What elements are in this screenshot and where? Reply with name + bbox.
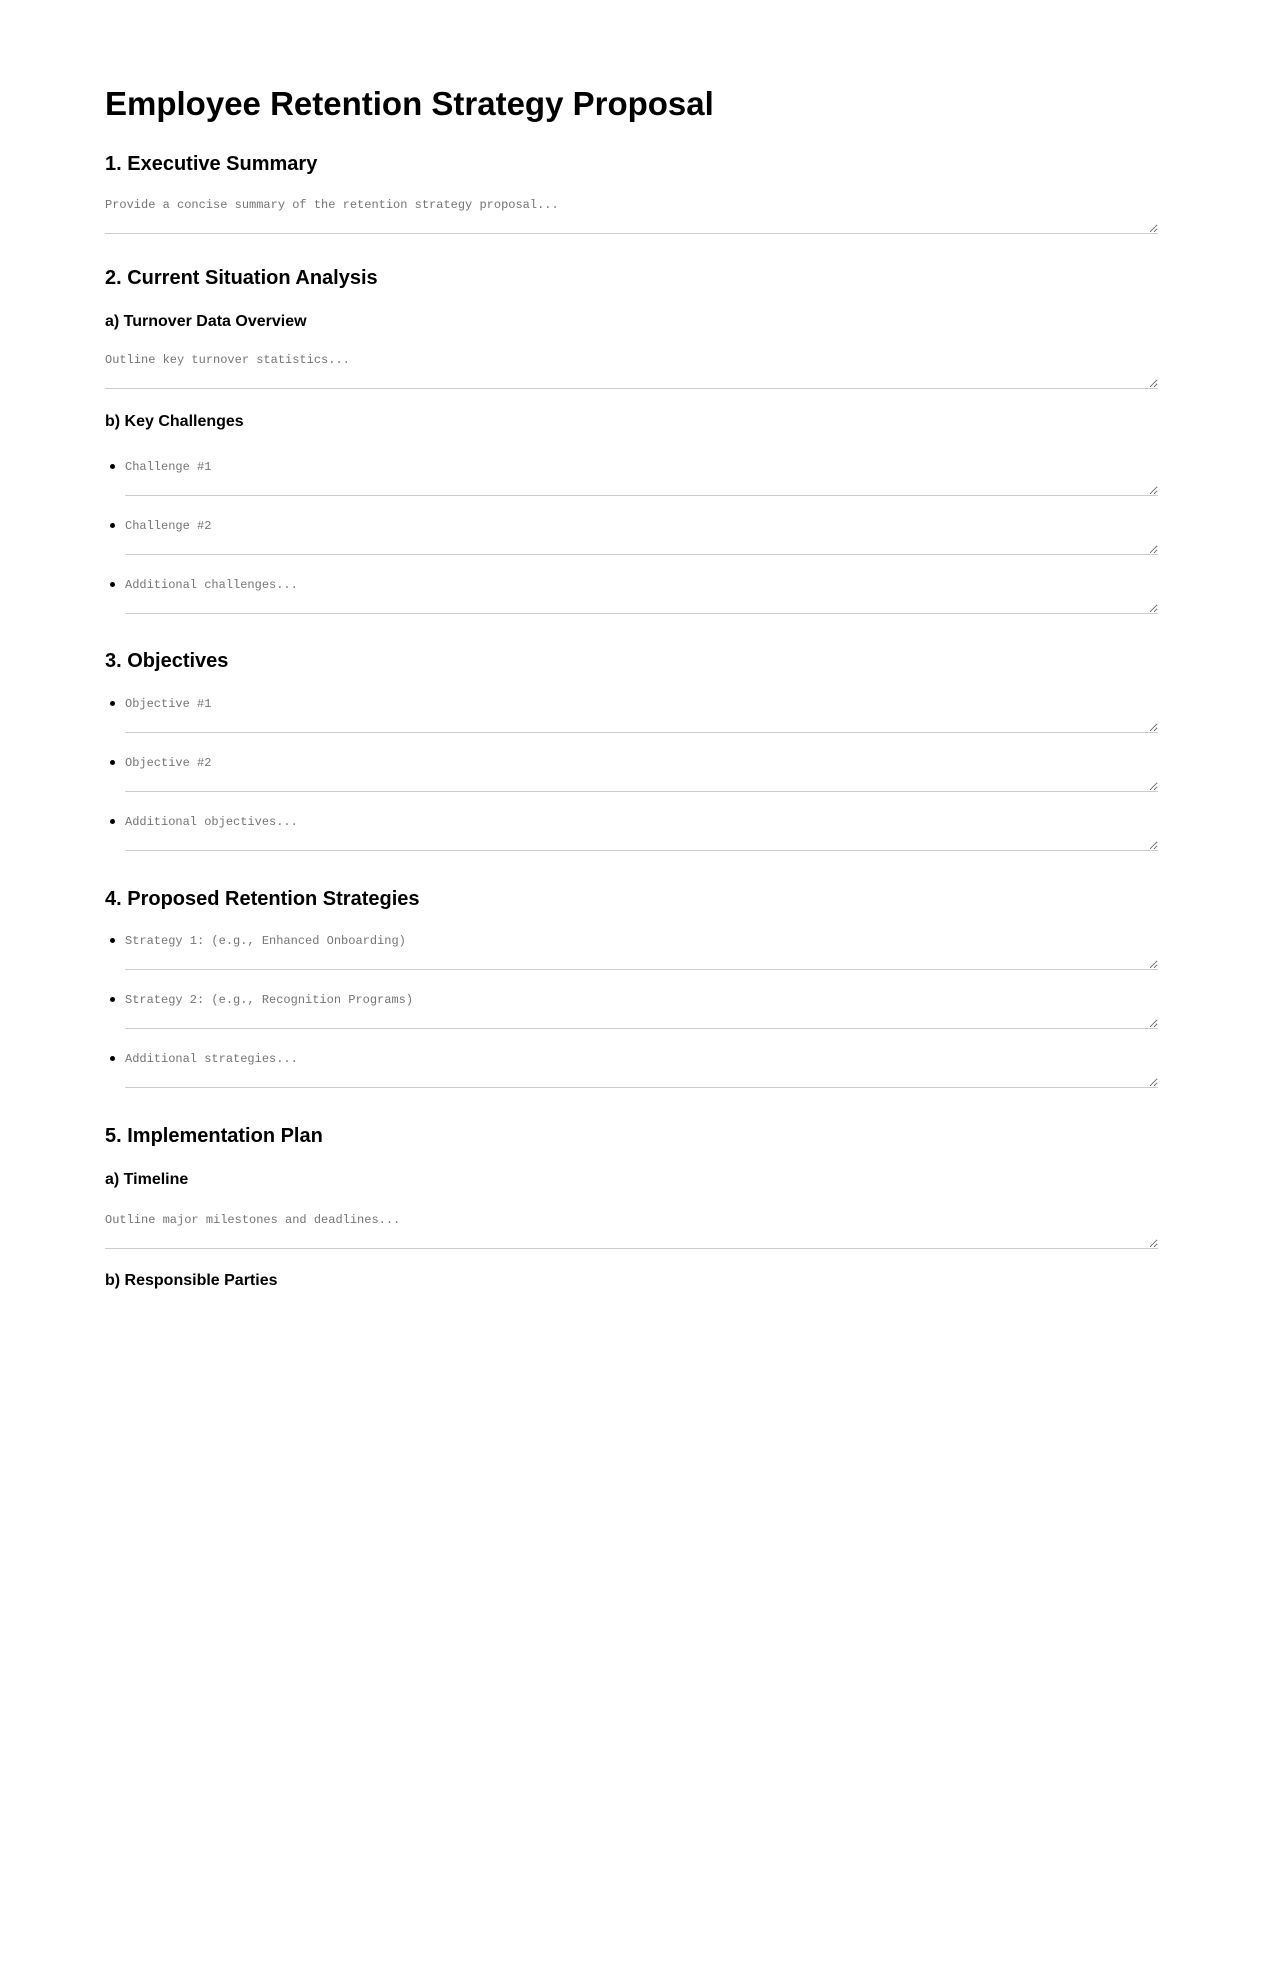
subheading-key-challenges: b) Key Challenges <box>105 413 244 430</box>
list-item <box>105 1043 1158 1088</box>
section-objectives <box>105 648 1158 851</box>
section-heading-current-situation: 2. Current Situation Analysis <box>105 267 378 289</box>
section-implementation-plan <box>105 1123 1158 1291</box>
objective-2-input[interactable] <box>125 747 1158 792</box>
additional-strategies-input[interactable] <box>125 1043 1158 1088</box>
list-item <box>105 925 1158 970</box>
list-item <box>105 688 1158 733</box>
strategy-1-input[interactable] <box>125 925 1158 970</box>
section-heading-implementation-plan: 5. Implementation Plan <box>105 1125 323 1147</box>
bullet-icon <box>110 582 115 587</box>
section-retention-strategies <box>105 886 1158 1088</box>
objective-1-input[interactable] <box>125 688 1158 733</box>
bullet-icon <box>110 819 115 824</box>
executive-summary-input[interactable] <box>105 189 1158 234</box>
document-title: Employee Retention Strategy Proposal <box>105 85 714 122</box>
section-current-situation <box>105 265 1158 614</box>
bullet-icon <box>110 760 115 765</box>
subheading-timeline: a) Timeline <box>105 1171 189 1188</box>
timeline-input[interactable] <box>105 1204 1158 1249</box>
bullet-icon <box>110 997 115 1002</box>
bullet-icon <box>110 1056 115 1061</box>
challenges-list <box>105 451 1158 614</box>
additional-challenges-input[interactable] <box>125 569 1158 614</box>
section-heading-objectives: 3. Objectives <box>105 650 229 672</box>
list-item <box>105 451 1158 496</box>
challenge-1-input[interactable] <box>125 451 1158 496</box>
objectives-list <box>105 688 1158 851</box>
subheading-responsible-parties: b) Responsible Parties <box>105 1272 278 1289</box>
list-item <box>105 806 1158 851</box>
list-item <box>105 984 1158 1029</box>
additional-objectives-input[interactable] <box>125 806 1158 851</box>
subheading-turnover-data: a) Turnover Data Overview <box>105 313 307 330</box>
strategies-list <box>105 925 1158 1088</box>
challenge-2-input[interactable] <box>125 510 1158 555</box>
section-executive-summary <box>105 151 1158 234</box>
list-item <box>105 747 1158 792</box>
list-item <box>105 569 1158 614</box>
bullet-icon <box>110 701 115 706</box>
list-item <box>105 510 1158 555</box>
strategy-2-input[interactable] <box>125 984 1158 1029</box>
turnover-data-input[interactable] <box>105 344 1158 389</box>
bullet-icon <box>110 523 115 528</box>
bullet-icon <box>110 464 115 469</box>
document-page <box>105 0 1158 1291</box>
bullet-icon <box>110 938 115 943</box>
section-heading-executive-summary: 1. Executive Summary <box>105 153 318 175</box>
section-heading-retention-strategies: 4. Proposed Retention Strategies <box>105 888 420 910</box>
